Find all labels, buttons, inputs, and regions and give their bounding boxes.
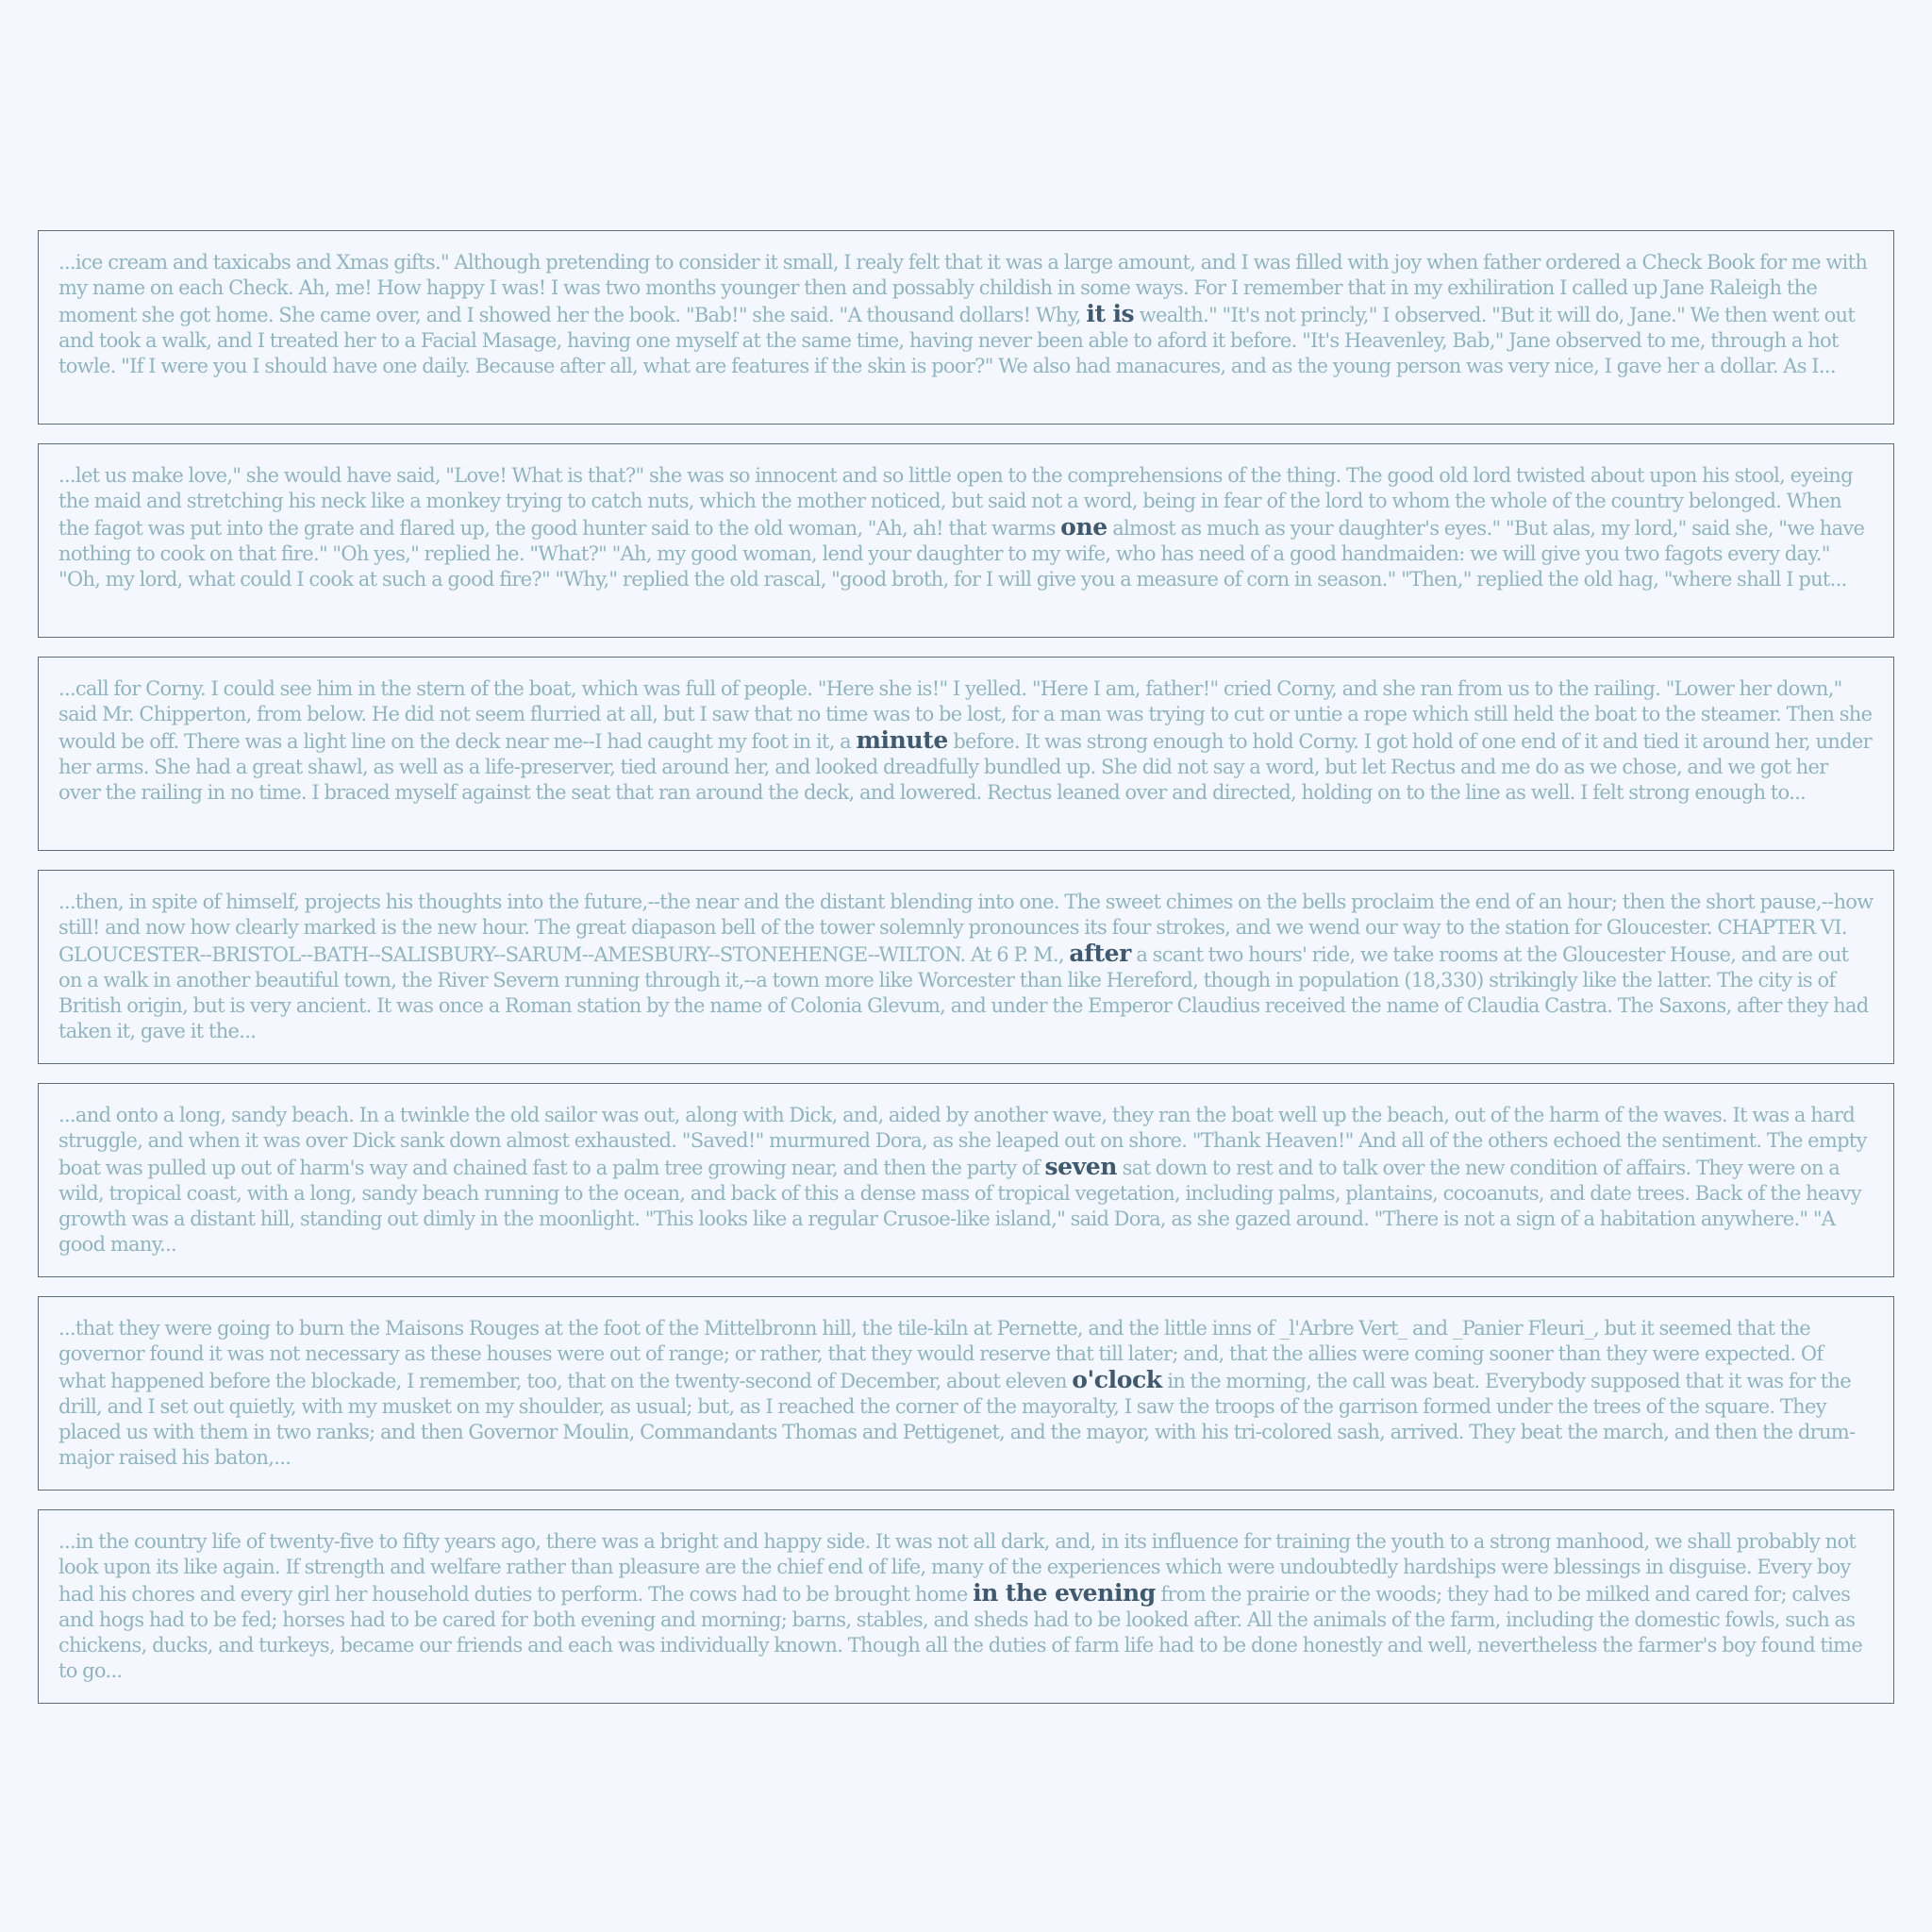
snippet-after: wealth." "It's not princly," I observed. "But it will do, Jane." We then went out and took a walk, and I treated her to a Facial Masage, having one myself at the same time, having never been able to aford it before. "It's Heavenley, Bab," Jane observed to me, through a hot towle. "If I were you I should have one daily. Because after all, what are features if the skin is poor?" We also had manacures, and as the young person was very nice, I gave her a dollar. As I... [58, 304, 1856, 377]
snippet-before: ...ice cream and taxicabs and Xmas gifts." Although pretending to consider it small, I realy felt that it was a large amount, and I was filled with joy when father ordered a Check Book for me with my name on each Check. Ah, me! How happy I was! I was two months younger then and possably childish in some ways. For I remember that in my exhiliration I called up Jane Raleigh the moment she got home. She came over, and I showed her the book. "Bab!" she said. "A thousand dollars! Why, [58, 251, 1868, 326]
result-card [38, 1296, 1894, 1491]
snippet-after: sat down to rest and to talk over the new condition of affairs. They were on a wild, tropical coast, with a long, sandy beach running to the ocean, and back of this a dense mass of tropical vegetation, including palms, plantains, cocoanuts, and date trees. Back of the heavy growth was a distant hill, standing out dimly in the moonlight. "This looks like a regular Crusoe-like island," said Dora, as she gazed around. "There is not a sign of a habitation anywhere." "A good many... [58, 1157, 1861, 1256]
snippet-highlight: after [1069, 940, 1131, 967]
result-snippet [58, 890, 1874, 1044]
snippet-before: ...in the country life of twenty-five to fifty years ago, there was a bright and happy side. It was not all dark, and, in its influence for training the youth to a strong manhood, we shall probably not look upon its like again. If strength and welfare rather than pleasure are the chief end of life, many of the experiences which were undoubtedly hardships were blessings in disguise. Every boy had his chores and every girl her household duties to perform. The cows had to be brought home [58, 1530, 1857, 1606]
result-card [38, 870, 1894, 1064]
result-snippet [58, 1316, 1874, 1471]
result-snippet [58, 250, 1874, 379]
result-card [38, 657, 1894, 851]
snippet-before: ...let us make love," she would have said, "Love! What is that?" she was so innocent and so little open to the comprehensions of the thing. The good old lord twisted about upon his stool, eyeing the maid and stretching his neck like a monkey trying to catch nuts, which the mother noticed, but said not a word, being in fear of the lord to whom the whole of the country belonged. When the fagot was put into the grate and flared up, the good hunter said to the old woman, "Ah, ah! that warms [58, 464, 1853, 540]
result-card [38, 1509, 1894, 1704]
results-list [38, 230, 1894, 1723]
snippet-before: ...then, in spite of himself, projects his thoughts into the future,--the near and the distant blending into one. The sweet chimes on the bells proclaim the end of an hour; then the short pause,--how still! and now how clearly marked is the new hour. The great diapason bell of the tower solemnly pronounces its four strokes, and we wend our way to the station for Gloucester. CHAPTER VI. GLOUCESTER--BRISTOL--BATH--SALISBURY--SARUM--AMESBURY--STONEHENGE--WILTON. At 6 P. M., [58, 891, 1874, 966]
snippet-highlight: one [1060, 513, 1108, 541]
snippet-after: in the morning, the call was beat. Everybody supposed that it was for the drill, and I set out quietly, with my musket on my shoulder, as usual; but, as I reached the corner of the mayoralty, I saw the troops of the garrison formed under the trees of the square. They placed us with them in two ranks; and then Governor Moulin, Commandants Thomas and Pettigenet, and the mayor, with his tri-colored sash, arrived. They beat the march, and then the drum-major raised his baton,... [58, 1370, 1856, 1469]
snippet-after: a scant two hours' ride, we take rooms at the Gloucester House, and are out on a walk in another beautiful town, the River Severn running through it,--a town more like Worcester than like Hereford, though in population (18,330) strikingly like the latter. The city is of British origin, but is very ancient. It was once a Roman station by the name of Colonia Glevum, and under the Emperor Claudius received the name of Claudia Castra. The Saxons, after they had taken it, gave it the... [58, 943, 1869, 1042]
snippet-highlight: minute [856, 726, 948, 754]
snippet-after: before. It was strong enough to hold Corny. I got hold of one end of it and tied it around her, under her arms. She had a great shawl, as well as a life-preserver, tied around her, and looked dreadfully bundled up. She did not say a word, but let Rectus and me do as we chose, and we got her over the railing in no time. I braced myself against the seat that ran around the deck, and lowered. Rectus leaned over and directed, holding on to the line as well. I felt strong enough to... [58, 730, 1872, 804]
result-snippet [58, 1529, 1874, 1684]
result-card [38, 1083, 1894, 1277]
snippet-highlight: in the evening [973, 1579, 1156, 1607]
snippet-before: ...that they were going to burn the Maisons Rouges at the foot of the Mittelbronn hill, the tile-kiln at Pernette, and the little inns of _l'Arbre Vert_ and _Panier Fleuri_, but it seemed that the governor found it was not necessary as these houses were out of range; or rather, that they would reserve that till later; and, that the allies were coming sooner than they were expected. Of what happened before the blockade, I remember, too, that on the twenty-second of December, about eleven [58, 1317, 1824, 1392]
snippet-before: ...call for Corny. I could see him in the stern of the boat, which was full of people. "Here she is!" I yelled. "Here I am, father!" cried Corny, and she ran from us to the railing. "Lower her down," said Mr. Chipperton, from below. He did not seem flurried at all, but I saw that no time was to be lost, for a man was trying to cut or untie a rope which still held the boat to the steamer. Then she would be off. There was a light line on the deck near me--I had caught my foot in it, a [58, 677, 1873, 753]
result-card [38, 443, 1894, 638]
result-snippet [58, 463, 1874, 592]
result-snippet [58, 1103, 1874, 1257]
snippet-after: almost as much as your daughter's eyes." "But alas, my lord," said she, "we have nothing to cook on that fire." "Oh yes," replied he. "What?" "Ah, my good woman, lend your daughter to my wife, who has need of a good handmaiden: we will give you two fagots every day." "Oh, my lord, what could I cook at such a good fire?" "Why," replied the old rascal, "good broth, for I will give you a measure of corn in season." "Then," replied the old hag, "where shall I put... [58, 517, 1865, 591]
snippet-highlight: seven [1044, 1153, 1118, 1180]
result-snippet [58, 676, 1874, 806]
result-card [38, 230, 1894, 425]
snippet-highlight: o'clock [1072, 1366, 1162, 1393]
snippet-after: from the prairie or the woods; they had to be milked and cared for; calves and hogs had to be fed; horses had to be cared for both evening and morning; barns, stables, and sheds had to be looked after. All the animals of the farm, including the domestic fowls, such as chickens, ducks, and turkeys, became our friends and each was individually known. Though all the duties of farm life had to be done honestly and well, nevertheless the farmer's boy found time to go... [58, 1583, 1863, 1682]
snippet-highlight: it is [1086, 300, 1135, 327]
snippet-before: ...and onto a long, sandy beach. In a twinkle the old sailor was out, along with Dick, and, aided by another wave, they ran the boat well up the beach, out of the harm of the waves. It was a hard struggle, and when it was over Dick sank down almost exhausted. "Saved!" murmured Dora, as she leaped out on shore. "Thank Heaven!" And all of the others echoed the sentiment. The empty boat was pulled up out of harm's way and chained fast to a palm tree growing near, and then the party of [58, 1104, 1867, 1179]
